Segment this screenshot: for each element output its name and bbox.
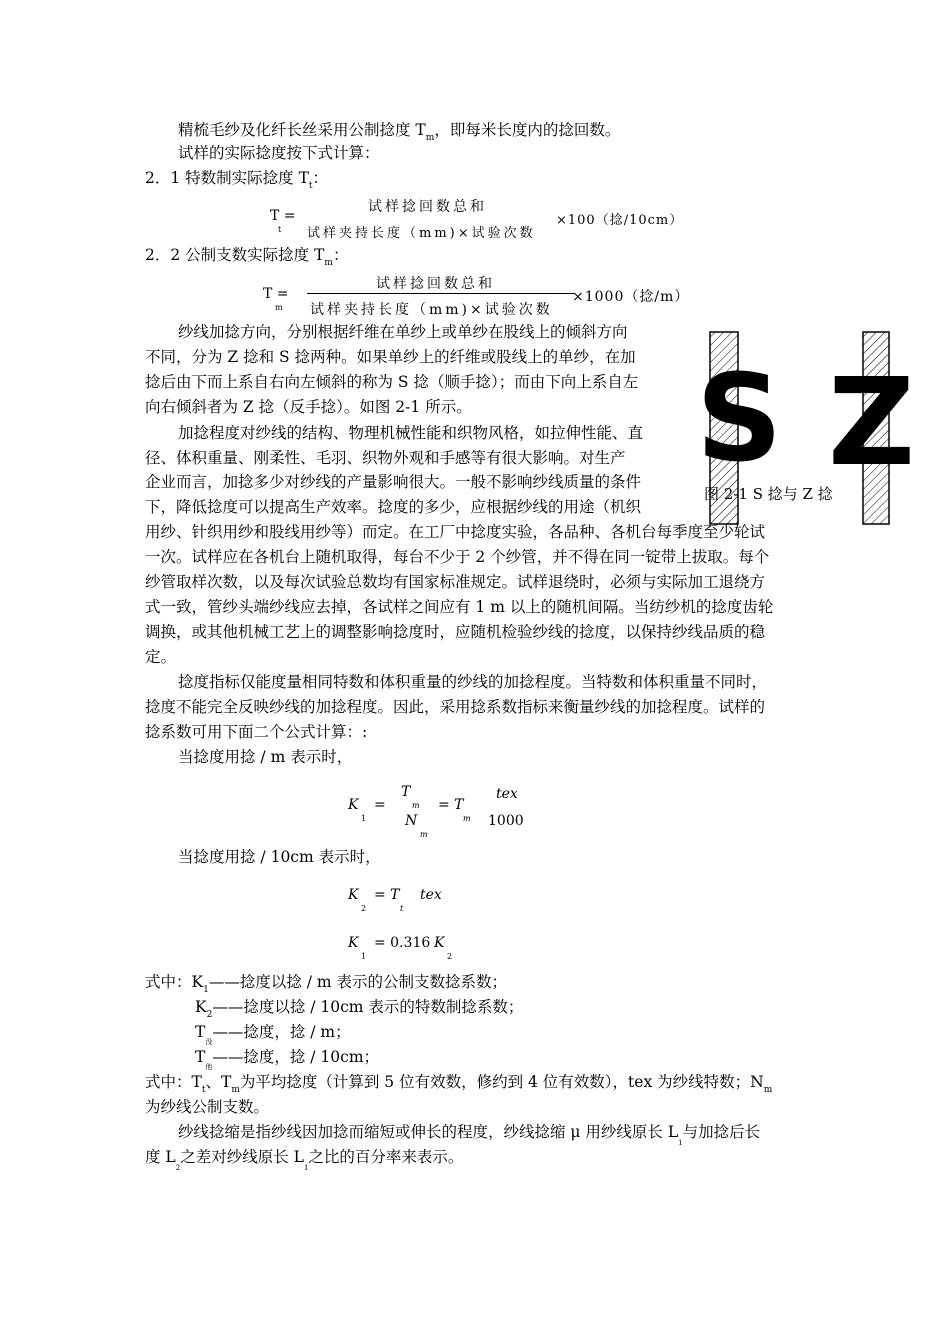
formula-2-2-numerator: 试样捻回数总和 <box>376 276 495 292</box>
eq1-1000: 1000 <box>488 813 524 829</box>
def-K1: 式中：$K_1——$捻度以捻 / m 表示的公制支数捻系数； <box>145 973 508 995</box>
def-K2: $K_2——$捻度以捻 / 10cm 表示的特数制捻系数； <box>195 998 524 1020</box>
degree-line-3: 企业而言，加捻多少对纱线的产量影响很大。一般不影响纱线质量的条件 <box>145 473 642 491</box>
eq3-K2-sub: 2 <box>447 952 453 961</box>
degree-line-4: 下，降低捻度可以提高生产效率。捻度的多少，应根据纱线的用途（机织 <box>145 498 642 516</box>
shrink-line-1: 纱线捻缩是指纱线因加捻而缩短或伸长的程度，纱线捻缩 μ 用纱线原长 $L_1$与加捻后长 <box>178 1123 761 1147</box>
section-2-2-heading: 2．2 公制支数实际捻度 $T_m$： <box>145 246 349 268</box>
s-letter: S <box>700 350 783 489</box>
coef-line-3: 捻系数可用下面二个公式计算：: <box>145 723 368 741</box>
eq1-equals: = <box>374 797 386 813</box>
def-T-m: $T_没——$捻度，捻 / m； <box>195 1023 351 1046</box>
eq1-K-sub: 1 <box>361 814 367 823</box>
formula-2-1-lhs-sub: t <box>278 225 282 234</box>
eq1-T: T <box>401 784 411 800</box>
eq3-K: K <box>348 935 359 951</box>
degree-line-10: 定。 <box>145 648 177 666</box>
coef-line-2: 捻度不能完全反映纱线的加捻程度。因此，采用捻系数指标来衡量纱线的加捻程度。试样的 <box>145 698 766 716</box>
def-metric-count: 为纱线公制支数。 <box>145 1098 270 1116</box>
eq3-K-sub: 1 <box>361 952 367 961</box>
eq1-N-sub: m <box>420 830 428 839</box>
eq1-N: N <box>405 813 418 829</box>
eq3-K2: K <box>434 935 445 951</box>
eq2-T-sub: t <box>400 904 404 913</box>
section-2-1-heading: 2．1 特数制实际捻度 $T_t$： <box>145 169 329 191</box>
formula-2-2-denominator: 试样夹持长度（mm)×试验次数 <box>310 302 553 318</box>
formula-2-2-lhs-sub: m <box>275 303 283 312</box>
direction-line-4: 向右倾斜者为 Z 捻（反手捻）。如图 2-1 所示。 <box>145 398 472 416</box>
formula-2-2-tail: ×1000（捻/m） <box>572 289 690 305</box>
direction-line-2: 不同，分为 Z 捻和 S 捻两种。如果单纱上的纤维或股线上的单纱，在加 <box>145 348 636 366</box>
degree-line-7: 纱管取样次数，以及每次试验总数均有国家标准规定。试样退绕时，必须与实际加工退绕方 <box>145 573 766 591</box>
eq2-rhs: = T <box>374 887 400 903</box>
figure-caption: 图 2-1 S 捻与 Z 捻 <box>704 485 833 503</box>
degree-line-6: 一次。试样应在各机台上随机取得，每台不少于 2 个纱管，并不得在同一锭带上拔取。每个 <box>145 548 770 566</box>
direction-line-1: 纱线加捻方向，分别根据纤维在单纱上或单纱在股线上的倾斜方向 <box>178 323 628 341</box>
formula-2-2-fraction-bar <box>307 293 575 294</box>
degree-line-8: 式一致，管纱头端纱线应去掉，各试样之间应有 1 m 以上的随机间隔。当纺纱机的捻度齿轮 <box>145 598 774 616</box>
eq1-tex: tex <box>496 786 518 802</box>
formula-2-2-lhs: T = <box>263 286 289 302</box>
degree-line-9: 调换，或其他机械工艺上的调整影响捻度时，应随机检验纱线的捻度，以保持纱线品质的稳 <box>145 623 766 641</box>
degree-line-5: 用纱、针织用纱和股线用纱等）而定。在工厂中捻度实验，各品种、各机台每季度至少轮试 <box>145 523 766 541</box>
eq2-K-sub: 2 <box>361 904 367 913</box>
formula-2-1-tail: ×100（捻/10cm） <box>556 213 684 228</box>
eq1-T-sub: m <box>412 801 420 810</box>
def-T-10cm: $T_他——$捻度，捻 / 10cm； <box>195 1048 380 1071</box>
coef-line-1: 捻度指标仅能度量相同特数和体积重量的纱线的加捻程度。当特数和体积重量不同时， <box>178 673 768 691</box>
figure-s-z-twist <box>700 330 920 530</box>
intro-line-1: 精梳毛纱及化纤长丝采用公制捻度 $T_m$，即每米长度内的捻回数。 <box>178 121 621 143</box>
direction-line-3: 捻后由下而上系自右向左倾斜的称为 S 捻（顺手捻）；而由下向上系自左 <box>145 373 639 391</box>
eq3-rhs: = 0.316 <box>374 935 431 951</box>
def-average-twist: 式中：$T_t$、$T_m$为平均捻度（计算到 5 位有效数，修约到 4 位有效数），tex 为纱线特数；$N_m$ <box>145 1073 773 1095</box>
eq1-K: K <box>348 797 359 813</box>
eq1-T2-sub: m <box>463 814 471 823</box>
formula-2-1-lhs: T = <box>270 208 296 224</box>
degree-line-2: 径、体积重量、刚柔性、毛羽、织物外观和手感等有很大影响。对生产 <box>145 449 626 467</box>
eq2-tex: tex <box>420 887 442 903</box>
formula-2-1-denominator: 试样夹持长度（mm)×试验次数 <box>307 226 536 241</box>
formula-2-1-numerator: 试样捻回数总和 <box>368 199 487 215</box>
eq2-K: K <box>348 887 359 903</box>
shrink-line-2: 度 $L_2$之差对纱线原长 $L_1$之比的百分率来表示。 <box>145 1148 464 1172</box>
eq1-equals-T: = T <box>438 797 464 813</box>
intro-line-2: 试样的实际捻度按下式计算： <box>178 144 380 162</box>
z-letter: Z <box>828 354 916 493</box>
when-twist-per-m: 当捻度用捻 / m 表示时， <box>178 748 353 766</box>
degree-line-1: 加捻程度对纱线的结构、物理机械性能和织物风格，如拉伸性能、直 <box>178 424 644 442</box>
when-twist-per-10cm: 当捻度用捻 / 10cm 表示时， <box>178 848 381 866</box>
